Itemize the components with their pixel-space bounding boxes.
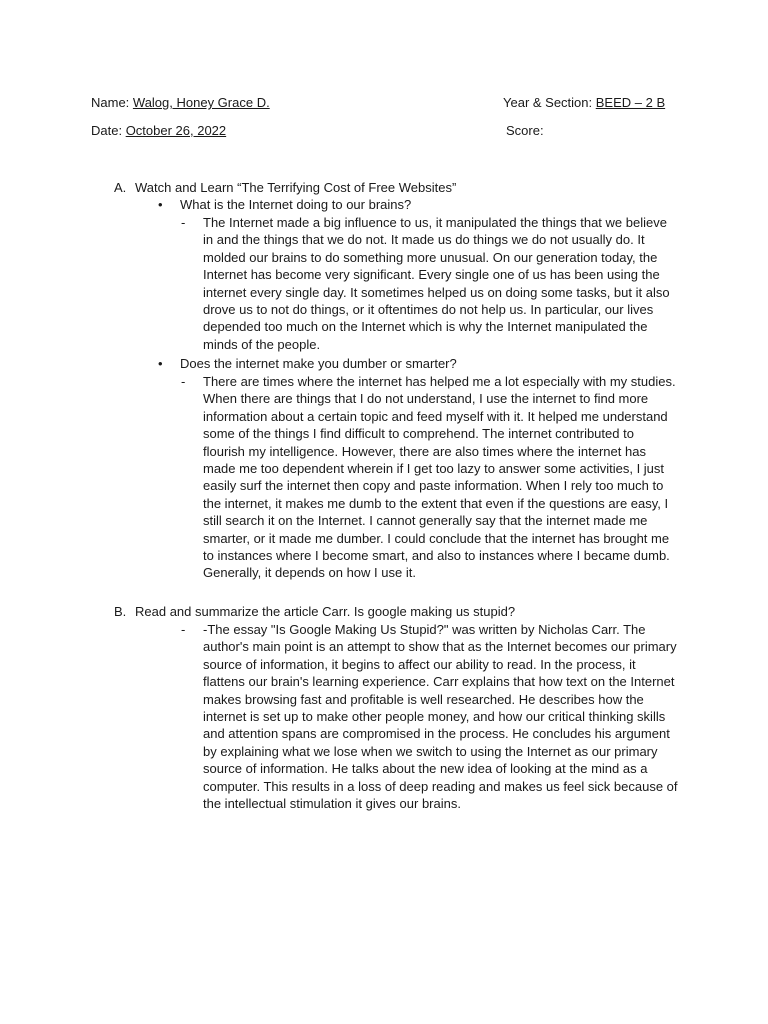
dash-marker: -	[181, 215, 186, 230]
name-label: Name:	[91, 95, 133, 110]
dash-marker: -	[181, 622, 186, 637]
score-label: Score:	[506, 123, 544, 138]
answer-paragraph: The Internet made a big influence to us, it manipulated the things that we believe in and the things that we do not. It made us do things we do not usually do. It molded our brains to do something more unusual. On our generation today, the Internet has become very significant. Every single one of us has been using the internet every single day. It sometimes helped us on doing some tasks, but it also drove us to not do things, or it oftentimes do not help us. In particular, our lives depended too much on the Internet which is why the Internet manipulated the minds of the people.	[203, 215, 670, 352]
bullet-icon: •	[158, 197, 163, 212]
section-title: Watch and Learn “The Terrifying Cost of Free Websites”	[135, 180, 457, 195]
summary-paragraph: -The essay "Is Google Making Us Stupid?" was written by Nicholas Carr. The author's main point is an attempt to show that as the Internet becomes our primary source of information, it begins to affect our ability to read. In the process, it flattens our brain's learning experience. Carr explains that how text on the Internet makes browsing fast and profitable is well researched. He describes how the internet is set up to make other people money, and how our critical thinking skills and attention spans are compromised in the process. He concludes his argument by explaining what we lose when we switch to using the Internet as our primary source of information. He talks about the new idea of looking at the mind as a computer. This results in a loss of deep reading and makes us feel sick because of the intellectual stimulation it gives our brains.	[203, 622, 678, 812]
name-value: Walog, Honey Grace D.	[132, 95, 270, 110]
answer-paragraph: There are times where the internet has helped me a lot especially with my studies. When there are things that I do not understand, I use the internet to find more information about a certain topic and feed myself with it. It helped me understand some of the things I find difficult to comprehend. The internet contributed to flourish my intelligence. However, there are also times where the internet has made me too dependent wherein if I get too lazy to answer some activities, I just easily surf the internet then copy and paste information. When I rely too much to the internet, it makes me dumb to the extent that even if the questions are easy, I still search it on the Internet. I cannot generally say that the internet made me smarter, or it made me dumber. I could conclude that the internet has brought me to instances where I become smart, and also to instances where I became dumb. Generally, it depends on how I use it.	[203, 374, 676, 581]
year-section-value: BEED – 2 B	[595, 95, 666, 110]
year-section-field	[503, 94, 665, 111]
question-text: What is the Internet doing to our brains?	[180, 197, 412, 212]
year-section-label: Year & Section:	[503, 95, 596, 110]
date-value: October 26, 2022	[125, 123, 227, 138]
bullet-icon: •	[158, 356, 163, 371]
question-text: Does the internet make you dumber or smarter?	[180, 356, 457, 371]
section-letter: B.	[114, 604, 127, 619]
date-label: Date:	[91, 123, 126, 138]
section-title: Read and summarize the article Carr. Is google making us stupid?	[135, 604, 516, 619]
section-letter: A.	[114, 180, 127, 195]
name-field	[91, 94, 270, 111]
date-field	[91, 122, 226, 139]
dash-marker: -	[181, 374, 186, 389]
